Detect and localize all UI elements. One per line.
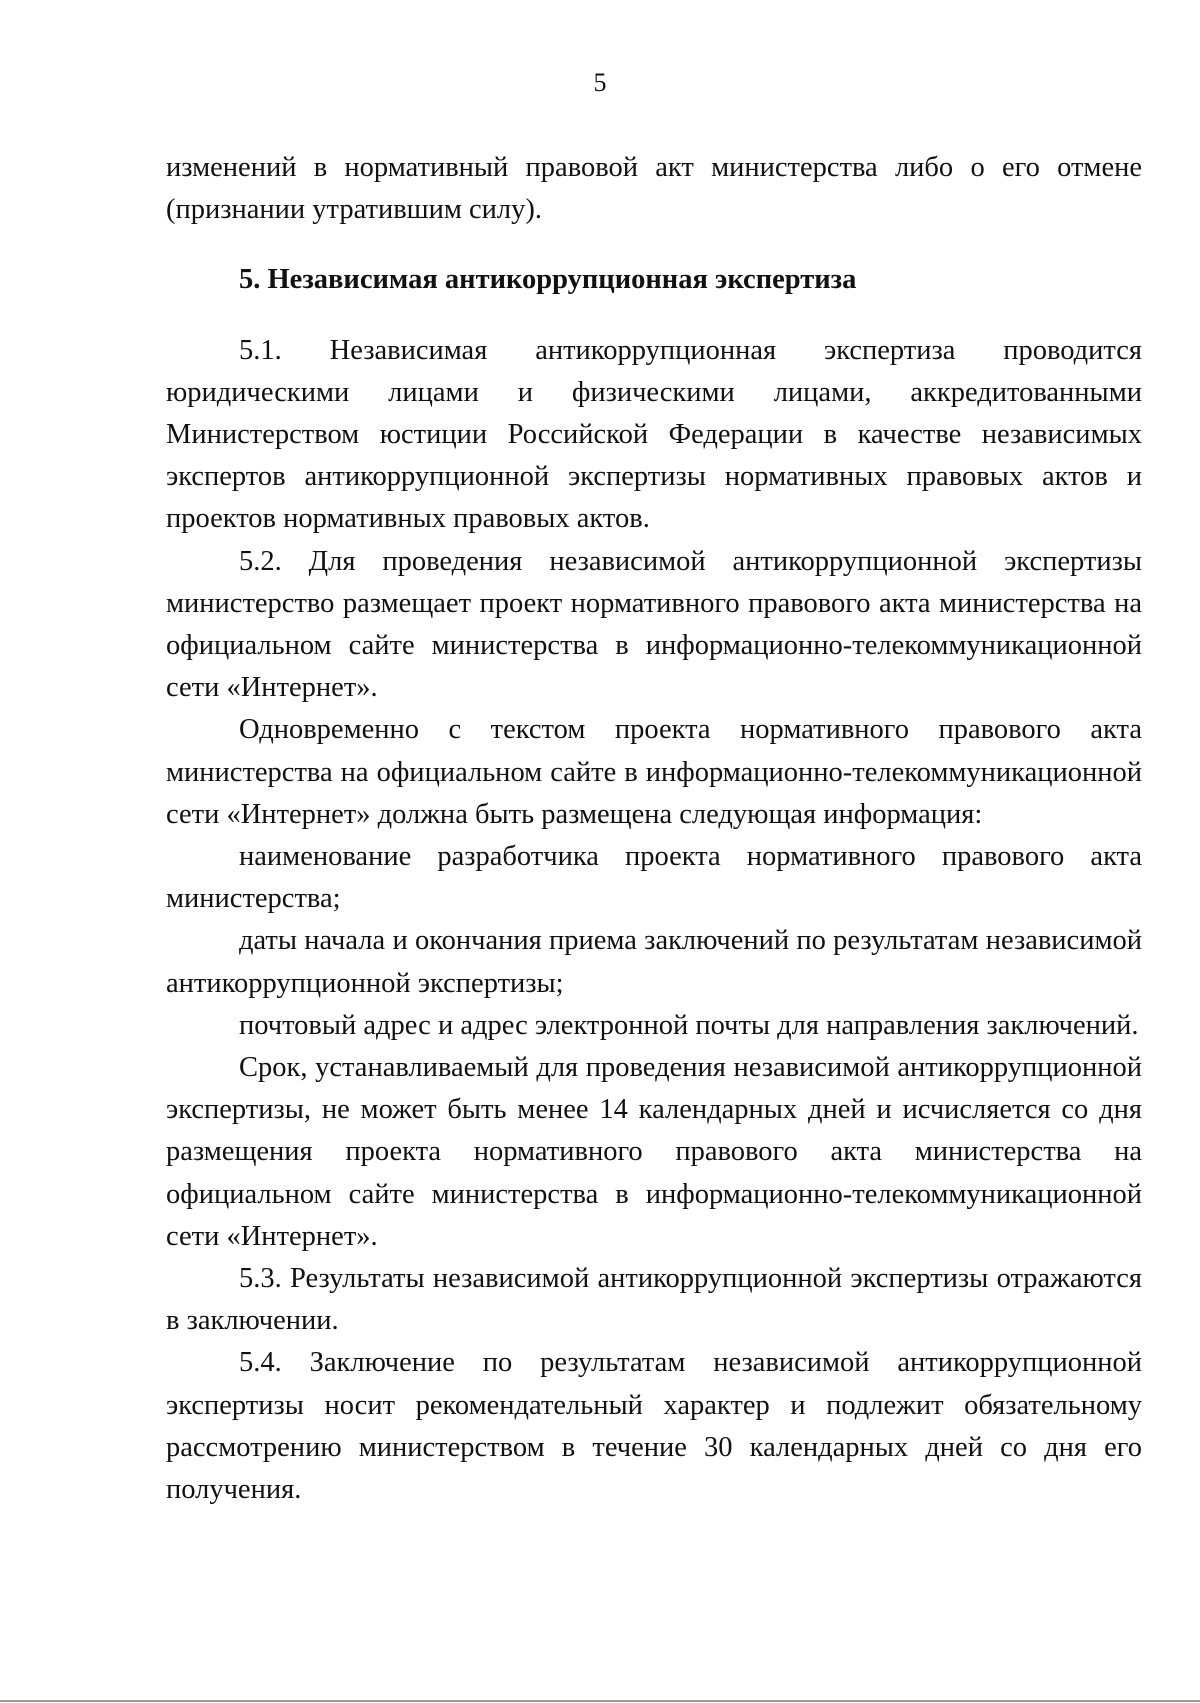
paragraph-5-2: 5.2. Для проведения независимой антикоррупционной экспертизы министерство размещает проект нормативного правового акта министерства на официальном сайте министерства в информационно-телекоммуникационной сети «Интернет». <box>166 545 1142 704</box>
list-item-developer-name: наименование разработчика проекта нормативного правового акта министерства; <box>166 841 1142 915</box>
paragraph-term: Срок, устанавливаемый для проведения независимой антикоррупционной экспертизы, не может быть менее 14 календарных дней и исчисляется со дня размещения проекта нормативного правового акта министерства на официальном сайте министерства в информационно-телекоммуникационной сети «Интернет». <box>166 1052 1142 1252</box>
paragraph-5-4: 5.4. Заключение по результатам независимой антикоррупционной экспертизы носит рекомендательный характер и подлежит обязательному рассмотрению министерством в течение 30 календарных дней со дня его получения. <box>166 1347 1142 1506</box>
list-item-dates: даты начала и окончания приема заключений по результатам независимой антикоррупционной экспертизы; <box>166 925 1142 999</box>
paragraph-5-1: 5.1. Независимая антикоррупционная экспертиза проводится юридическими лицами и физическими лицами, аккредитованными Министерством юстиции Российской Федерации в качестве независимых экспертов антикоррупционной экспертизы нормативных правовых актов и проектов нормативных правовых актов. <box>166 334 1142 535</box>
page-number: 5 <box>593 68 607 97</box>
page-bottom-edge <box>0 1700 1200 1702</box>
section-heading: 5. Независимая антикоррупционная экспертиза <box>239 264 857 296</box>
paragraph-simultaneous-info: Одновременно с текстом проекта нормативного правового акта министерства на официальном сайте в информационно-телекоммуникационной сети «Интернет» должна быть размещена следующая информация: <box>166 714 1142 830</box>
continuation-paragraph: изменений в нормативный правовой акт министерства либо о его отмене (признании утратившим силу). <box>166 152 1142 226</box>
paragraph-5-3: 5.3. Результаты независимой антикоррупционной экспертизы отражаются в заключении. <box>166 1263 1142 1337</box>
document-body <box>166 147 1142 1511</box>
list-item-addresses: почтовый адрес и адрес электронной почты для направления заключений. <box>239 1009 1139 1041</box>
